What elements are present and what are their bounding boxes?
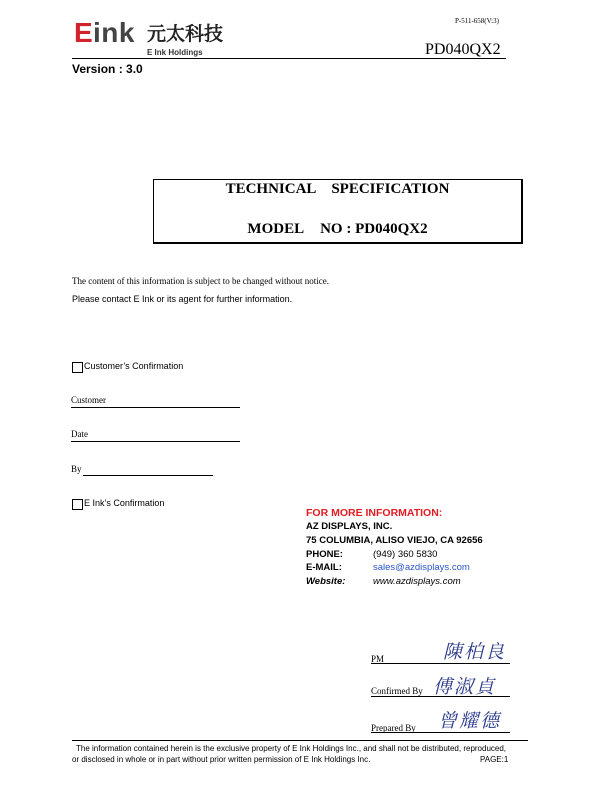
logo-subtitle: E Ink Holdings <box>147 48 203 57</box>
phone-value: (949) 360 5830 <box>373 549 438 560</box>
customer-label: Customer <box>71 395 106 405</box>
email-link[interactable]: sales@azdisplays.com <box>373 562 470 573</box>
model-number: NO : PD040QX2 <box>320 221 428 237</box>
company-address: 75 COLUMBIA, ALISO VIEJO, CA 92656 <box>306 535 483 546</box>
customer-confirmation-label: Customer’s Confirmation <box>84 361 184 371</box>
pm-line <box>371 663 510 664</box>
website-label: Website: <box>306 576 346 587</box>
pm-signature: 陳柏良 <box>443 641 507 663</box>
eink-confirmation-checkbox[interactable] <box>72 499 83 510</box>
prepared-by-line <box>371 732 510 733</box>
date-line <box>71 441 240 442</box>
date-label: Date <box>71 429 88 439</box>
phone-label: PHONE: <box>306 549 343 560</box>
email-label: E-MAIL: <box>306 562 342 573</box>
header-rule <box>72 58 506 59</box>
prepared-by-label: Prepared By <box>371 723 416 733</box>
company-name: AZ DISPLAYS, INC. <box>306 521 393 532</box>
footer-line-2: or disclosed in whole or in part without prior written permission of E Ink Holdings Inc. <box>72 755 371 764</box>
document-number: P-511-658(V:3) <box>455 17 499 25</box>
footer-line-1: The information contained herein is the exclusive property of E Ink Holdings Inc., and shall not be distributed, reproduced, <box>76 744 507 753</box>
notice-line-1: The content of this information is subject to be changed without notice. <box>72 276 329 286</box>
logo-e: E <box>74 17 93 48</box>
confirmed-by-line <box>371 696 510 697</box>
prepared-by-signature: 曾耀德 <box>438 710 502 732</box>
page-number: PAGE:1 <box>480 755 509 764</box>
logo-ink: ink <box>93 17 135 48</box>
logo-chinese-name: 元太科技 <box>147 24 224 45</box>
by-label: By <box>71 464 82 474</box>
eink-confirmation-label: E Ink’s Confirmation <box>84 498 165 508</box>
pm-label: PM <box>371 654 385 664</box>
customer-confirmation-checkbox[interactable] <box>72 362 83 373</box>
customer-line <box>71 407 240 408</box>
header-model: PD040QX2 <box>425 41 501 58</box>
spec-title: TECHNICAL SPECIFICATION <box>225 181 450 197</box>
notice-line-2: Please contact E Ink or its agent for further information. <box>72 294 293 304</box>
by-line <box>83 475 213 476</box>
model-line <box>153 221 522 238</box>
info-heading: FOR MORE INFORMATION: <box>306 507 443 519</box>
website-link[interactable]: www.azdisplays.com <box>373 576 461 587</box>
model-label: MODEL <box>247 221 305 237</box>
footer-rule <box>72 740 528 741</box>
confirmed-by-label: Confirmed By <box>371 686 423 696</box>
confirmed-by-signature: 傅淑貞 <box>433 676 497 698</box>
version-label: Version : 3.0 <box>72 62 143 76</box>
